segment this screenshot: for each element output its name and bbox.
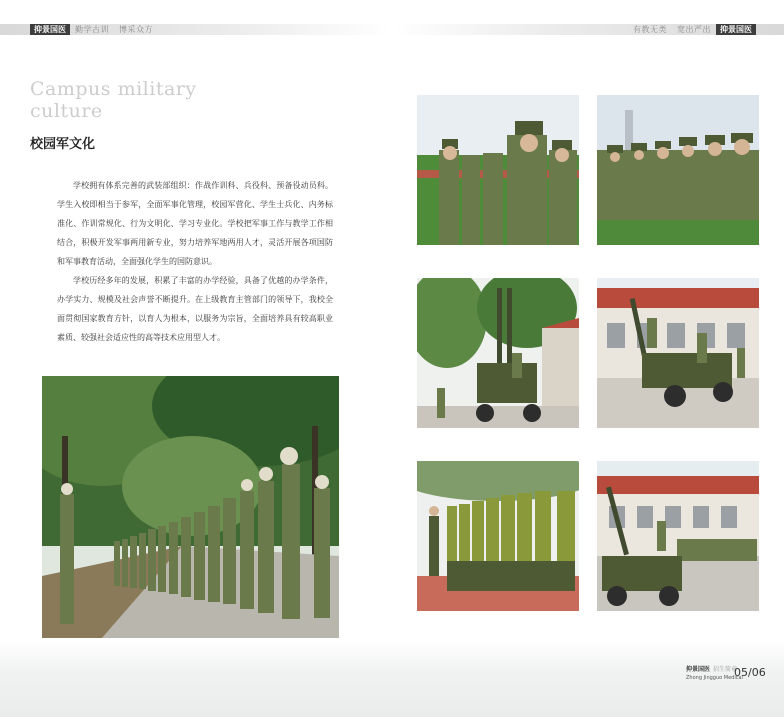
header-brand-tag: 抑景国医 [30,24,70,35]
photo-anti-aircraft-gun-trees [417,278,579,428]
photo-soldiers-close-up [417,95,579,245]
section-title-english: Campus military culture [30,78,197,122]
footer-brand-cn-sub: 招生简章 [713,666,738,673]
header-motto-1: 勤学古训 [75,25,109,34]
body-text [57,176,333,347]
header-motto-3: 有教无类 [633,25,667,34]
footer-brand-cn: 抑景国医 [686,666,711,673]
photo-riot-shield-drill [417,461,579,611]
header-motto-4: 宽出严出 [677,25,711,34]
header-brand-tag-right: 抑景国医 [716,24,756,35]
footer-brand-en: Zhong Jingguo Medical [686,675,743,681]
header-left-bar [0,24,392,35]
page-number: 05/06 [734,666,766,679]
body-paragraph-2: 学校历经多年的发展，积累了丰富的办学经验，具备了优越的办学条件，办学实力、规模及社会声誉不断提升。在上级教育主管部门的领导下，我校全面贯彻国家教育方针，以育人为根本，以服务为宗旨，全面培养具有较高职业素质、较强社会适应性的高等技术应用型人才。 [57,276,333,342]
body-paragraph-1: 学校拥有体系完善的武装部组织：作战作训科、兵役科、预备役动员科。学生入校即相当于参军，全面军事化管理，校园军营化、学生士兵化、内务标准化、作训常规化、行为文明化、学习专业化。学校把军事工作与教学工作相结合，积极开发军事两用新专业，努力培养军地两用人才，灵活开展各项国防和军事教育活动，全面强化学生的国防意识。 [57,181,333,266]
section-title-chinese: 校园军文化 [30,137,96,152]
header-motto-2: 博采众方 [119,25,153,34]
photo-troops-lined-on-road [42,376,339,638]
photo-anti-aircraft-gun-building [597,278,759,428]
photo-soldiers-saluting [597,95,759,245]
header-right-bar [392,24,784,35]
photo-gun-and-formation [597,461,759,611]
footer-background [0,640,784,717]
